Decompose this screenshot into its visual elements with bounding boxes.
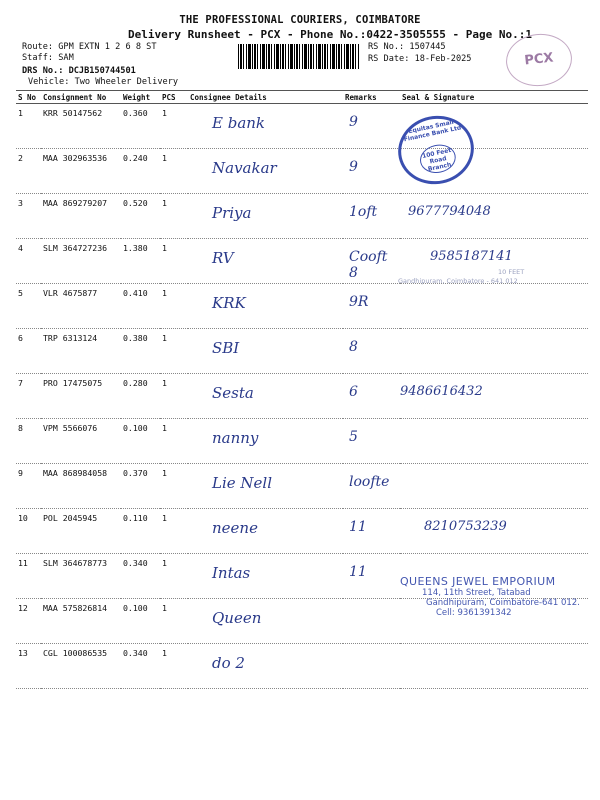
weight-value: 0.100 <box>121 599 160 644</box>
consignee-handwriting: Sesta <box>188 374 343 419</box>
stamp-address-line: 114, 11th Street, Tatabad <box>422 588 531 598</box>
weight-value: 0.280 <box>121 374 160 419</box>
weight-value: 0.110 <box>121 509 160 554</box>
column-header: S No <box>16 91 41 104</box>
consignment-number: CGL 100086535 <box>41 644 121 689</box>
consignee-handwriting: Lie Nell <box>188 464 343 509</box>
serial-number: 5 <box>16 284 41 329</box>
remarks-handwriting <box>343 644 400 689</box>
pieces-count: 1 <box>160 599 188 644</box>
consignment-number: PRO 17475075 <box>41 374 121 419</box>
table-row <box>16 464 588 509</box>
serial-number: 4 <box>16 239 41 284</box>
faint-address-stamp: 10 FEET Gandhipuram, Coimbatore - 641 012 <box>398 268 525 285</box>
table-header-row <box>16 91 588 104</box>
consignment-number: VPM 5566076 <box>41 419 121 464</box>
remarks-handwriting: loofte <box>343 464 400 509</box>
serial-number: 11 <box>16 554 41 599</box>
vehicle-label: Vehicle: Two Wheeler Delivery <box>28 77 179 87</box>
remarks-handwriting: 11 <box>343 554 400 599</box>
stamp-phone: Cell: 9361391342 <box>436 608 512 618</box>
stamp-address-line: Gandhipuram, Coimbatore-641 012. <box>426 598 580 608</box>
pieces-count: 1 <box>160 194 188 239</box>
pieces-count: 1 <box>160 374 188 419</box>
consignee-handwriting: KRK <box>188 284 343 329</box>
table-row <box>16 329 588 374</box>
stamp-business-name: QUEENS JEWEL EMPORIUM <box>400 575 556 588</box>
consignee-handwriting: do 2 <box>188 644 343 689</box>
remarks-handwriting: 11 <box>343 509 400 554</box>
consignment-number: VLR 4675877 <box>41 284 121 329</box>
column-header: Weight <box>121 91 160 104</box>
table-row <box>16 104 588 149</box>
rs-number: RS No.: 1507445 <box>368 42 446 52</box>
weight-value: 0.240 <box>121 149 160 194</box>
table-row <box>16 419 588 464</box>
consignment-number: SLM 364678773 <box>41 554 121 599</box>
pieces-count: 1 <box>160 554 188 599</box>
weight-value: 0.340 <box>121 644 160 689</box>
pieces-count: 1 <box>160 509 188 554</box>
pieces-count: 1 <box>160 329 188 374</box>
weight-value: 0.360 <box>121 104 160 149</box>
remarks-handwriting <box>343 599 400 644</box>
consignment-number: MAA 302963536 <box>41 149 121 194</box>
weight-value: 1.380 <box>121 239 160 284</box>
pieces-count: 1 <box>160 149 188 194</box>
signature-handwriting <box>400 644 588 689</box>
pcx-stamp: PCX <box>503 31 574 90</box>
remarks-handwriting: 5 <box>343 419 400 464</box>
consignment-number: MAA 575826814 <box>41 599 121 644</box>
consignee-handwriting: Navakar <box>188 149 343 194</box>
table-row <box>16 194 588 239</box>
serial-number: 13 <box>16 644 41 689</box>
consignment-number: POL 2045945 <box>41 509 121 554</box>
consignee-handwriting: SBI <box>188 329 343 374</box>
table-row <box>16 644 588 689</box>
pieces-count: 1 <box>160 464 188 509</box>
signature-handwriting: 9585187141 <box>400 239 588 284</box>
table-row <box>16 509 588 554</box>
signature-handwriting: 9486616432 <box>400 374 588 419</box>
signature-handwriting: 8210753239 <box>400 509 588 554</box>
weight-value: 0.340 <box>121 554 160 599</box>
signature-handwriting <box>400 284 588 329</box>
consignee-handwriting: neene <box>188 509 343 554</box>
consignment-number: KRR 50147562 <box>41 104 121 149</box>
signature-handwriting <box>400 329 588 374</box>
staff-label: Staff: SAM <box>22 53 74 63</box>
consignee-handwriting: Intas <box>188 554 343 599</box>
signature-handwriting <box>400 419 588 464</box>
remarks-handwriting: 9R <box>343 284 400 329</box>
pieces-count: 1 <box>160 284 188 329</box>
pieces-count: 1 <box>160 104 188 149</box>
consignee-handwriting: Priya <box>188 194 343 239</box>
weight-value: 0.100 <box>121 419 160 464</box>
serial-number: 3 <box>16 194 41 239</box>
column-header: Consignee Details <box>188 91 343 104</box>
column-header: PCS <box>160 91 188 104</box>
serial-number: 8 <box>16 419 41 464</box>
route-label: Route: GPM EXTN 1 2 6 8 ST <box>22 42 157 52</box>
serial-number: 2 <box>16 149 41 194</box>
consignment-number: MAA 869279207 <box>41 194 121 239</box>
serial-number: 12 <box>16 599 41 644</box>
bank-seal-stamp: Equitas Small Finance Bank Ltd 100 Feet Road Branch <box>392 109 480 191</box>
consignee-handwriting: RV <box>188 239 343 284</box>
consignment-number: SLM 364727236 <box>41 239 121 284</box>
remarks-handwriting: 8 <box>343 329 400 374</box>
table-row <box>16 374 588 419</box>
column-header: Remarks <box>343 91 400 104</box>
serial-number: 10 <box>16 509 41 554</box>
weight-value: 0.370 <box>121 464 160 509</box>
remarks-handwriting: 9 <box>343 104 400 149</box>
consignee-handwriting: Queen <box>188 599 343 644</box>
serial-number: 6 <box>16 329 41 374</box>
barcode <box>238 44 360 69</box>
runsheet-subtitle: Delivery Runsheet - PCX - Phone No.:0422-3505555 - Page No.:1 <box>128 28 532 41</box>
remarks-handwriting: 1oft <box>343 194 400 239</box>
remarks-handwriting: 6 <box>343 374 400 419</box>
consignee-handwriting: nanny <box>188 419 343 464</box>
weight-value: 0.410 <box>121 284 160 329</box>
pieces-count: 1 <box>160 644 188 689</box>
table-row <box>16 284 588 329</box>
column-header: Seal & Signature <box>400 91 588 104</box>
consignee-handwriting: E bank <box>188 104 343 149</box>
weight-value: 0.520 <box>121 194 160 239</box>
consignment-number: TRP 6313124 <box>41 329 121 374</box>
document-title: THE PROFESSIONAL COURIERS, COIMBATORE <box>179 14 421 26</box>
signature-handwriting <box>400 464 588 509</box>
column-header: Consignment No <box>41 91 121 104</box>
weight-value: 0.380 <box>121 329 160 374</box>
remarks-handwriting: 9 <box>343 149 400 194</box>
signature-handwriting: 9677794048 <box>400 194 588 239</box>
drs-number: DRS No.: DCJB150744501 <box>22 66 136 76</box>
pieces-count: 1 <box>160 419 188 464</box>
serial-number: 9 <box>16 464 41 509</box>
consignment-number: MAA 868984058 <box>41 464 121 509</box>
serial-number: 7 <box>16 374 41 419</box>
serial-number: 1 <box>16 104 41 149</box>
rs-date: RS Date: 18-Feb-2025 <box>368 54 472 64</box>
pieces-count: 1 <box>160 239 188 284</box>
remarks-handwriting: Cooft 8 <box>343 239 400 284</box>
table-row <box>16 149 588 194</box>
queens-jewel-stamp <box>400 575 590 618</box>
